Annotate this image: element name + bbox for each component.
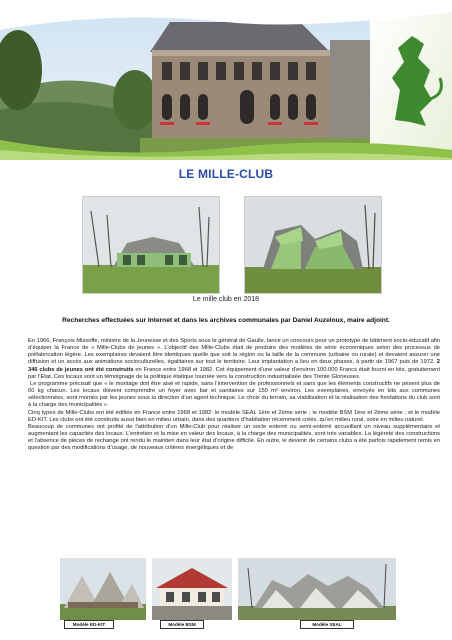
town-hall-photo xyxy=(0,0,452,160)
mille-club-photo-side xyxy=(244,196,382,294)
paragraph-2: Le programme précisait que « le montage doit être aisé et rapide, sans l’intervention de professionnels et sans que les éléments constructifs ne pèsent plus de 60 kg chacun. Les locaux doivent comprendre un foyer avec bar et sanitaires sur 150 m² environ. Les exemplaires, envoyés en kits aux communes sélectionnées, sont montés par les jeunes sous la direction d’un agent technique. Le choix du terrain, sa viabilisation et la réalisation des fondations du club sont à la charge des municipalités ». xyxy=(28,380,440,409)
paragraph-3: Cinq types de Mille-Clubs ont été édifiés en France entre 1968 et 1982: le modèle SEAL 1ère et 2ème série ; le modèle BSM 1ère et 2ème série ; et le modèle ED-KIT. Les clubs ont été construits aussi bien en milieu urbain, dans des quartiers d’habitation récemment créés, qu’en milieu rural, voire en milieu naturel. xyxy=(28,409,440,423)
header-banner xyxy=(0,0,452,160)
model-gallery xyxy=(60,558,396,634)
research-note: Recherches effectuées sur Internet et dans les archives communales par Daniel Auzeloux, maire adjoint. xyxy=(62,317,390,324)
photo-gallery xyxy=(82,196,382,294)
model-edkit-label: Modèle ED-KIT xyxy=(64,620,114,629)
paragraph-4: Beaucoup de communes ont profité de l’attribution d’un Mille-Club pour réaliser un socle enterré ou semi-enterré accueillant un niveau supplémentaire et augmentant les capacités des locaux. L’entretien et la mise en valeur des locaux, à la charge des municipalités, sont très variables. La légèreté des constructions et l’absence de pièces de rechange ont rendu le maintien dans leur état d’origine difficile. En outre, le devenir de certains clubs a été parfois rapidement remis en question par des modifications d’usage, de nouveaux critères énergétiques et de xyxy=(28,423,440,452)
highlight-2346-clubs: 2 346 clubs de jeunes ont été construits xyxy=(28,359,440,373)
model-seal-photo xyxy=(238,558,396,620)
model-bsm-photo xyxy=(152,558,232,620)
model-edkit-photo xyxy=(60,558,146,620)
article-body xyxy=(28,338,440,453)
model-bsm-label: Modèle BSM xyxy=(160,620,204,629)
model-seal-label: Modèle SEAL xyxy=(300,620,354,629)
page-title: LE MILLE-CLUB xyxy=(178,167,274,181)
mille-club-photo-front xyxy=(82,196,220,294)
photo-caption: Le mille club en 2018 xyxy=(192,296,260,303)
paragraph-1: En 1966, François Missoffe, ministre de la Jeunesse et des Sports sous le général de Gaulle, lance un concours pour un prototype de bâtiment socio-éducatif afin d’équiper la France de « Mille-Clubs de jeunes ». L’objectif des Mille-Clubs était de produire des modèles de série économiques selon des processus de préfabrication légère. Les exemplaires devaient être identiques quelle que soit la région ou la taille de la commune (urbaine ou rurale) et devaient assurer une diffusion et un accès aux animations socioculturelles, égalitaires sur tout le territoire. Leur implantation a lieu en deux phases, à partir de 1967 puis de 1972. 2 346 clubs de jeunes ont été construits en France entre 1968 et 1982. Cet équipement d’une valeur d’environ 100.000 Francs était fourni en kits, gratuitement par l’Etat. Ces locaux sont un témoignage de la politique étatique tournée vers la construction industrialisée des Trente Glorieuses. xyxy=(28,338,440,380)
